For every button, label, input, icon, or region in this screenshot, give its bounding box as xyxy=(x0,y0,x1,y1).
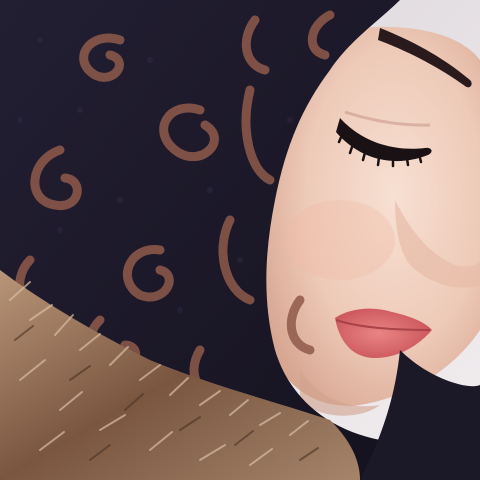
cheek-blush xyxy=(285,200,395,280)
